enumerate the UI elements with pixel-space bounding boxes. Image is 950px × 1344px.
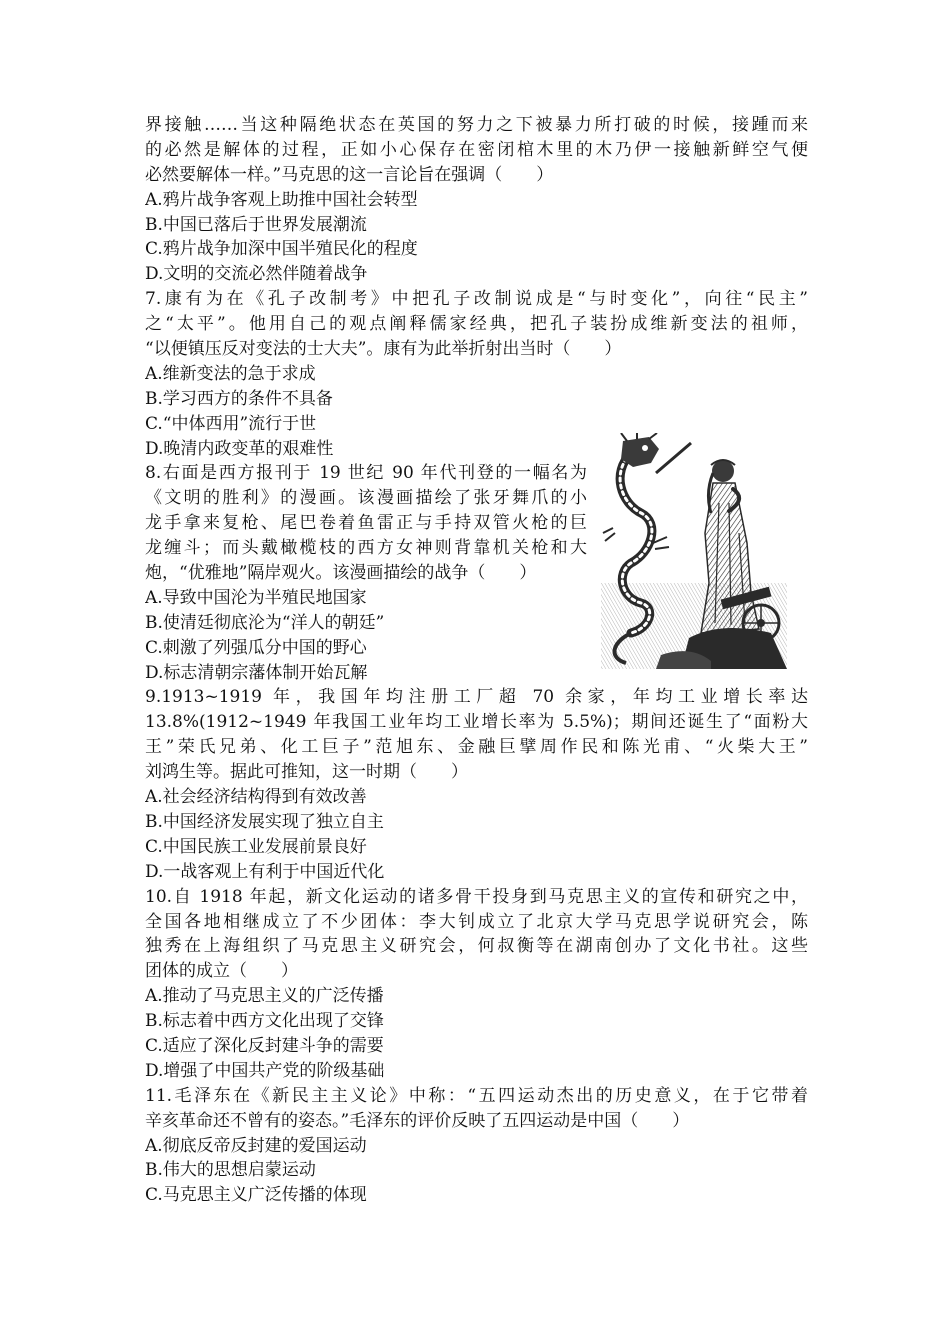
question-6-stem (145, 113, 808, 188)
option-a: A.鸦片战争客观上助推中国社会转型 (145, 189, 418, 210)
option-b: B.标志着中西方文化出现了交锋 (145, 1011, 384, 1032)
question-text-line: 界接触……当这种隔绝状态在英国的努力之下被暴力所打破的时候，接踵而来 (145, 115, 808, 135)
option-a: A.维新变法的急于求成 (145, 363, 316, 384)
question-text-line: 龙手拿来复枪、尾巴卷着鱼雷正与手持双管火枪的巨 (145, 513, 587, 534)
option-d: D.一战客观上有利于中国近代化 (145, 861, 385, 882)
question-text-line: 全国各地相继成立了不少团体：李大钊成立了北京大学马克思学说研究会，陈 (145, 911, 808, 932)
cartoon-illustration (601, 433, 787, 669)
option-b: B.中国已落后于世界发展潮流 (145, 214, 367, 235)
question-text-line: 必然要解体一样。”马克思的这一言论旨在强调（ ） (145, 164, 554, 185)
question-11-stem (145, 1084, 808, 1134)
option-a: A.彻底反帝反封建的爱国运动 (145, 1135, 367, 1156)
option-b: B.学习西方的条件不具备 (145, 388, 333, 409)
question-text-line: 《文明的胜利》的漫画。该漫画描绘了张牙舞爪的小 (145, 488, 587, 509)
option-b: B.伟大的思想启蒙运动 (145, 1160, 316, 1181)
question-6-options (145, 188, 808, 288)
question-text-line: 辛亥革命还不曾有的姿态。”毛泽东的评价反映了五四运动是中国（ ） (145, 1110, 690, 1131)
option-c: C.马克思主义广泛传播的体现 (145, 1185, 367, 1206)
question-text-line: 刘鸿生等。据此可推知，这一时期（ ） (145, 762, 468, 783)
question-7-stem (145, 287, 808, 362)
question-text-line: 龙缠斗；而头戴橄榄枝的西方女神则背靠机关枪和大 (145, 538, 587, 559)
question-text-line: 7.康有为在《孔子改制考》中把孔子改制说成是“与时变化”，向往“民主” (145, 289, 808, 310)
question-9-stem (145, 685, 808, 785)
option-a: A.导致中国沦为半殖民地国家 (145, 587, 367, 608)
option-b: B.使清廷彻底沦为“洋人的朝廷” (145, 612, 385, 633)
option-c: C.“中体西用”流行于世 (145, 413, 317, 434)
option-d: D.标志清朝宗藩体制开始瓦解 (145, 662, 368, 683)
option-a: A.推动了马克思主义的广泛传播 (145, 986, 384, 1007)
option-d: D.晚清内政变革的艰难性 (145, 438, 334, 459)
question-text-line: 10.自 1918 年起，新文化运动的诸多骨干投身到马克思主义的宣传和研究之中， (145, 886, 808, 907)
question-text-line: 13.8%(1912~1949 年我国工业年均工业增长率为 5.5%)；期间还诞生了“面粉大 (145, 712, 808, 733)
option-a: A.社会经济结构得到有效改善 (145, 787, 367, 808)
question-text-line: 9.1913~1919 年，我国年均注册工厂超 70 余家，年均工业增长率达 (145, 687, 808, 708)
question-text-line: “以便镇压反对变法的士大夫”。康有为此举折射出当时（ ） (145, 339, 622, 360)
option-c: C.刺激了列强瓜分中国的野心 (145, 637, 367, 658)
question-text-line: 王”荣氏兄弟、化工巨子”范旭东、金融巨擘周作民和陈光甫、“火柴大王” (145, 737, 808, 758)
question-text-line: 8.右面是西方报刊于 19 世纪 90 年代刊登的一幅名为 (145, 463, 587, 484)
question-text-line: 11.毛泽东在《新民主主义论》中称：“五四运动杰出的历史意义，在于它带着 (145, 1085, 808, 1106)
option-d: D.增强了中国共产党的阶级基础 (145, 1060, 385, 1081)
question-text-line: 团体的成立（ ） (145, 961, 298, 982)
option-c: C.鸦片战争加深中国半殖民化的程度 (145, 239, 418, 260)
question-text-line: 炮，“优雅地”隔岸观火。该漫画描绘的战争（ ） (145, 563, 537, 584)
question-text-line: 的必然是解体的过程，正如小心保存在密闭棺木里的木乃伊一接触新鲜空气便 (145, 139, 808, 160)
question-10-stem (145, 885, 808, 985)
question-text-line: 独秀在上海组织了马克思主义研究会，何叔衡等在湖南创办了文化书社。这些 (145, 936, 808, 957)
question-10-options (145, 984, 808, 1084)
question-text-line: 之“太平”。他用自己的观点阐释儒家经典，把孔子装扮成维新变法的祖师， (145, 314, 808, 335)
option-c: C.中国民族工业发展前景良好 (145, 836, 367, 857)
option-c: C.适应了深化反封建斗争的需要 (145, 1035, 384, 1056)
question-11-options (145, 1134, 808, 1209)
option-d: D.文明的交流必然伴随着战争 (145, 264, 368, 285)
option-b: B.中国经济发展实现了独立自主 (145, 811, 384, 832)
question-9-options (145, 785, 808, 885)
